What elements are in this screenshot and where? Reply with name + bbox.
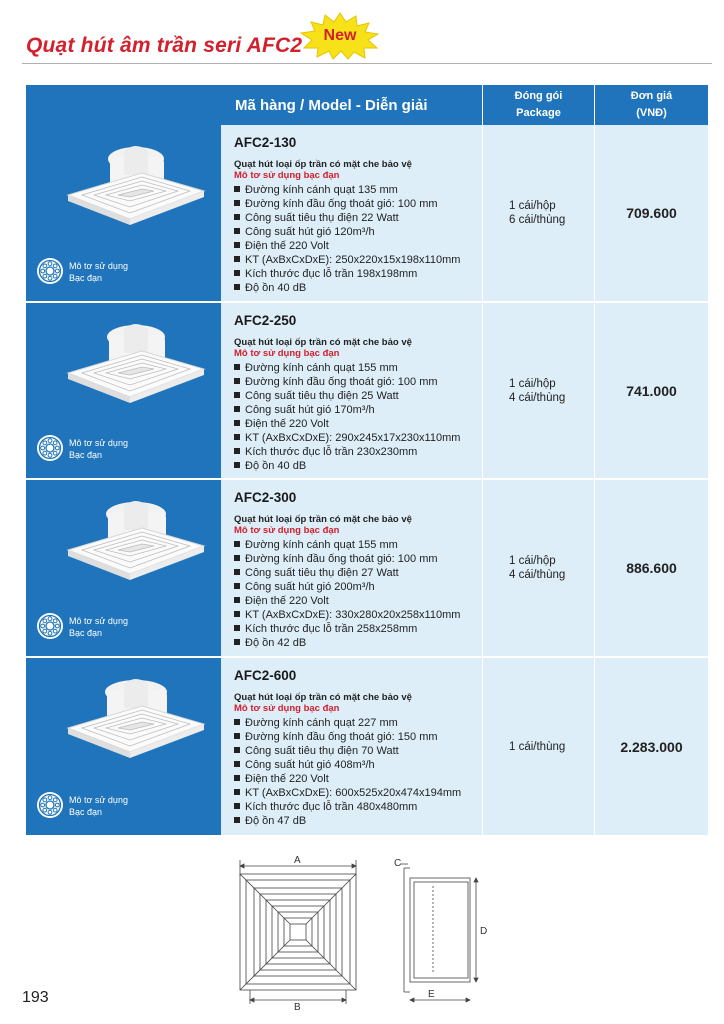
bearing-badge-line1: Mô tơ sử dụng [69,616,128,626]
bullet-icon [234,733,240,739]
model-code: AFC2-250 [234,313,297,328]
spec-text: Công suất hút gió 120m³/h [245,226,375,238]
spec-item [234,622,482,636]
bearing-badge-text [69,437,128,461]
bullet-icon [234,434,240,440]
product-table [26,85,708,837]
spec-text: KT (AxBxCxDxE): 250x220x15x198x110mm [245,254,461,266]
package-line1: 1 cái/hộp [509,200,556,212]
price-cell: 2.283.000 [595,658,708,837]
bullet-icon [234,719,240,725]
product-image-cell [26,658,221,837]
product-summary: Quạt hút loại ốp trần có mặt che bảo vệ [234,514,412,525]
spec-text: Điện thế 220 Volt [245,773,329,785]
package-cell [483,303,595,480]
spec-text: Đường kính cánh quạt 135 mm [245,184,398,196]
bearing-badge-line1: Mô tơ sử dụng [69,795,128,805]
bullet-icon [234,789,240,795]
spec-item [234,267,482,281]
package-line1: 1 cái/hộp [509,377,556,390]
product-image-cell [26,125,221,303]
bullet-icon [234,555,240,561]
dimension-diagram [228,852,498,1012]
price-cell: 741.000 [595,303,708,480]
spec-item [234,566,482,580]
product-summary: Quạt hút loại ốp trần có mặt che bảo vệ [234,159,412,170]
spec-item [234,744,482,758]
spec-text: Độ ồn 47 dB [245,815,307,827]
spec-item [234,445,482,459]
spec-item [234,361,482,375]
bearing-badge-text [69,615,128,639]
dimension-label-e: E [428,989,435,1000]
product-image-cell [26,303,221,480]
bearing-badge [26,434,221,464]
spec-text: Kích thước đục lỗ trần 230x230mm [245,446,418,458]
spec-text: Kích thước đục lỗ trần 198x198mm [245,268,418,280]
spec-text: Công suất hút gió 170m³/h [245,404,375,416]
package-cell [483,480,595,658]
ceiling-fan-image [58,670,208,775]
dimension-label-d: D [480,926,488,937]
spec-text: Đường kính cánh quạt 155 mm [245,362,398,374]
column-header-package [483,85,595,125]
spec-item [234,814,482,828]
spec-text: Công suất tiêu thụ điện 70 Watt [245,745,399,757]
bullet-icon [234,569,240,575]
price-cell: 709.600 [595,125,708,303]
bearing-badge [26,612,221,642]
package-line1: 1 cái/thùng [509,740,566,753]
bullet-icon [234,392,240,398]
spec-item [234,431,482,445]
spec-item [234,580,482,594]
bullet-icon [234,406,240,412]
bullet-icon [234,775,240,781]
product-row [26,658,708,837]
bearing-icon [36,257,64,285]
product-description [221,303,483,480]
dimension-label-b: B [294,1002,301,1012]
spec-item [234,730,482,744]
spec-text: Đường kính đầu ống thoát gió: 100 mm [245,553,438,565]
spec-item [234,225,482,239]
spec-item [234,211,482,225]
package-cell [483,125,595,303]
spec-item [234,608,482,622]
spec-text: Công suất tiêu thụ điện 27 Watt [245,567,399,579]
spec-text: Điện thế 220 Volt [245,595,329,607]
spec-item [234,772,482,786]
bearing-badge-line1: Mô tơ sử dụng [69,261,128,271]
package-line2: 6 cái/thùng [509,214,566,226]
column-header-package-vi: Đóng gói [514,90,563,102]
product-row [26,480,708,658]
spec-item [234,800,482,814]
spec-item [234,281,482,295]
bearing-badge-line2: Bạc đạn [69,273,103,283]
bullet-icon [234,747,240,753]
bearing-badge-line2: Bạc đạn [69,807,103,817]
column-header-price [595,85,708,125]
column-header-model: Mã hàng / Model - Diễn giải [221,85,483,125]
bullet-icon [234,256,240,262]
bearing-icon [36,434,64,462]
page-number: 193 [22,989,49,1006]
bullet-icon [234,803,240,809]
spec-text: Đường kính đầu ống thoát gió: 150 mm [245,731,438,743]
package-line1: 1 cái/hộp [509,555,556,567]
dimension-label-a: A [294,855,301,866]
spec-item [234,716,482,730]
spec-item [234,389,482,403]
price-cell: 886.600 [595,480,708,658]
spec-text: KT (AxBxCxDxE): 290x245x17x230x110mm [245,432,461,444]
bearing-badge-text [69,794,128,818]
spec-text: KT (AxBxCxDxE): 600x525x20x474x194mm [245,787,462,799]
package-line2: 4 cái/thùng [509,569,566,581]
ceiling-fan-image [58,492,208,597]
column-header-price-label: Đơn giá [630,90,673,102]
product-row [26,303,708,480]
bullet-icon [234,242,240,248]
bullet-icon [234,541,240,547]
spec-item [234,594,482,608]
bearing-icon [36,612,64,640]
product-summary: Quạt hút loại ốp trần có mặt che bảo vệ [234,692,412,703]
bullet-icon [234,462,240,468]
spec-text: Công suất hút gió 200m³/h [245,581,375,593]
bearing-badge-line2: Bạc đạn [69,628,103,638]
fan-dimension-drawing [228,852,498,1012]
spec-item [234,417,482,431]
column-header-package-en: Package [516,107,561,119]
title-divider [22,63,712,64]
spec-text: Đường kính đầu ống thoát gió: 100 mm [245,376,438,388]
product-summary: Quạt hút loại ốp trần có mặt che bảo vệ [234,337,412,348]
spec-item [234,758,482,772]
bullet-icon [234,284,240,290]
bearing-badge [26,257,221,287]
spec-text: Kích thước đục lỗ trần 480x480mm [245,801,418,813]
spec-text: Độ ồn 40 dB [245,460,307,472]
bearing-icon [36,791,64,819]
spec-text: Công suất tiêu thụ điện 22 Watt [245,212,399,224]
bearing-badge-text [69,260,128,284]
bearing-badge [26,791,221,821]
model-code: AFC2-300 [234,490,297,505]
bullet-icon [234,228,240,234]
product-image-cell [26,480,221,658]
page-title: Quạt hút âm trần seri AFC2 [26,34,303,57]
motor-note: Mô tơ sử dụng bạc đạn [234,703,340,714]
column-header-price-unit: (VNĐ) [636,107,667,119]
bullet-icon [234,448,240,454]
product-description [221,125,483,303]
spec-text: Đường kính đầu ống thoát gió: 100 mm [245,198,438,210]
spec-item [234,636,482,650]
motor-note: Mô tơ sử dụng bạc đạn [234,348,340,359]
spec-text: Đường kính cánh quạt 155 mm [245,539,398,551]
bullet-icon [234,817,240,823]
new-badge [298,12,382,60]
bearing-badge-line2: Bạc đạn [69,450,103,460]
spec-item [234,183,482,197]
bullet-icon [234,364,240,370]
new-badge-label: New [323,27,357,44]
spec-item [234,253,482,267]
bullet-icon [234,200,240,206]
bullet-icon [234,270,240,276]
bullet-icon [234,186,240,192]
spec-item [234,786,482,800]
bullet-icon [234,583,240,589]
motor-note: Mô tơ sử dụng bạc đạn [234,525,340,536]
model-code: AFC2-130 [234,135,297,150]
spec-text: Độ ồn 42 dB [245,637,307,649]
spec-text: Độ ồn 40 dB [245,282,307,294]
spec-item [234,197,482,211]
bullet-icon [234,611,240,617]
product-description [221,658,483,837]
package-line2: 4 cái/thùng [509,391,566,404]
bearing-badge-line1: Mô tơ sử dụng [69,438,128,448]
bullet-icon [234,761,240,767]
bullet-icon [234,639,240,645]
spec-item [234,403,482,417]
motor-note: Mô tơ sử dụng bạc đạn [234,170,340,181]
spec-text: Kích thước đục lỗ trần 258x258mm [245,623,418,635]
spec-text: Điện thế 220 Volt [245,240,329,252]
model-code: AFC2-600 [234,668,297,683]
spec-item [234,538,482,552]
spec-text: Đường kính cánh quạt 227 mm [245,717,398,729]
bullet-icon [234,214,240,220]
product-row [26,125,708,303]
bullet-icon [234,378,240,384]
package-cell [483,658,595,837]
spec-item [234,552,482,566]
spec-item [234,375,482,389]
spec-text: KT (AxBxCxDxE): 330x280x20x258x110mm [245,609,461,621]
dimension-label-c: C [394,858,402,869]
spec-item [234,459,482,473]
ceiling-fan-image [58,315,208,420]
spec-item [234,239,482,253]
ceiling-fan-image [58,137,208,242]
product-description [221,480,483,658]
bullet-icon [234,625,240,631]
bullet-icon [234,597,240,603]
spec-text: Công suất tiêu thụ điện 25 Watt [245,390,399,402]
spec-text: Công suất hút gió 408m³/h [245,759,375,771]
bullet-icon [234,420,240,426]
spec-text: Điện thế 220 Volt [245,418,329,430]
